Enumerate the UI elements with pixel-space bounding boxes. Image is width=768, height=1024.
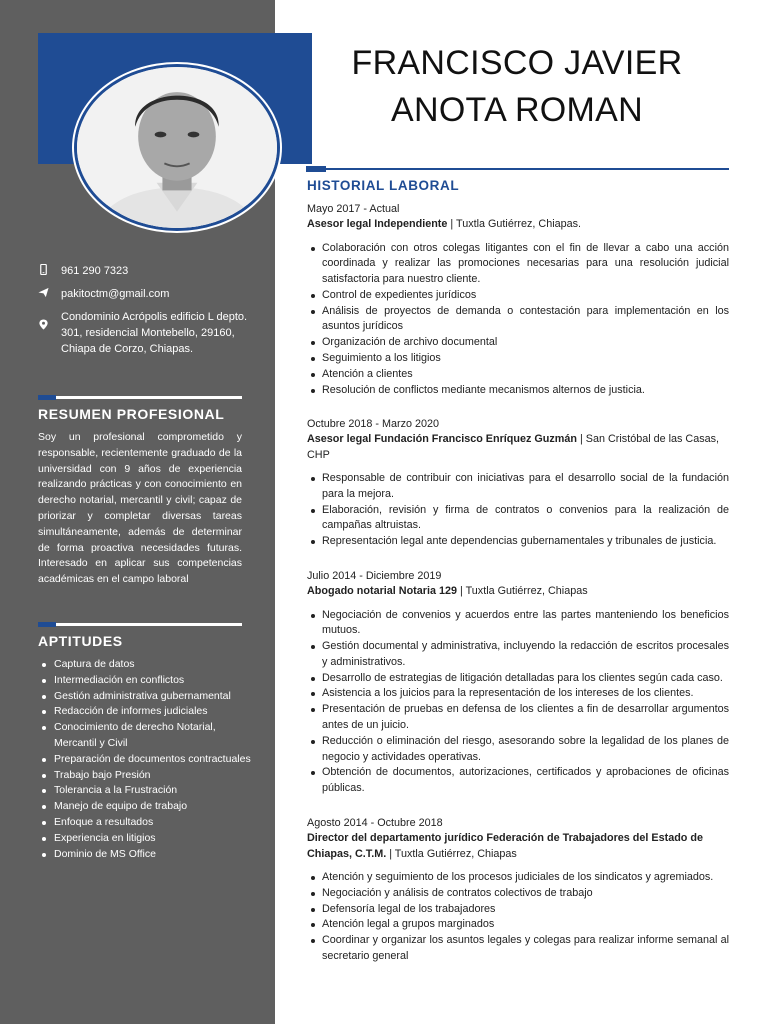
skills-divider bbox=[38, 623, 242, 626]
list-item: Dominio de MS Office bbox=[38, 847, 253, 863]
list-item: Seguimiento a los litigios bbox=[307, 351, 729, 367]
job-dates: Julio 2014 - Diciembre 2019 bbox=[307, 570, 442, 582]
skills-list bbox=[38, 657, 253, 862]
contact-email bbox=[38, 286, 248, 302]
list-item: Experiencia en litigios bbox=[38, 831, 253, 847]
list-item: Coordinar y organizar los asuntos legales y colegas para realizar informe semanal al secretario general bbox=[307, 933, 729, 965]
job-role-line bbox=[307, 584, 729, 600]
list-item: Intermediación en conflictos bbox=[38, 673, 253, 689]
list-item: Enfoque a resultados bbox=[38, 815, 253, 831]
list-item: Elaboración, revisión y firma de contratos o convenios para la realización de campañas altruistas. bbox=[307, 503, 729, 535]
job-role-line bbox=[307, 432, 729, 463]
profile-photo bbox=[74, 64, 280, 231]
list-item: Redacción de informes judiciales bbox=[38, 704, 253, 720]
list-item: Preparación de documentos contractuales bbox=[38, 752, 253, 768]
list-item: Asistencia a los juicios para la representación de los intereses de los clientes. bbox=[307, 686, 729, 702]
list-item: Atención y seguimiento de los procesos judiciales de los sindicatos y agremiados. bbox=[307, 870, 729, 886]
job-role: Asesor legal Fundación Francisco Enríquez Guzmán bbox=[307, 433, 577, 445]
list-item: Organización de archivo documental bbox=[307, 335, 729, 351]
job-place: | San Cristóbal de las Casas, CHP bbox=[307, 433, 720, 461]
contact-address bbox=[38, 309, 248, 357]
contact-phone bbox=[38, 263, 248, 279]
email-text[interactable]: pakitoctm@gmail.com bbox=[61, 288, 170, 300]
summary-text: Soy un profesional comprometido y responsable, recientemente graduado de la universidad con 9 años de experiencia realizando prácticas y con conocimiento en derecho notarial, mercantil y civil; capaz de priorizar y completar diversas tareas simultáneamente, además de determinar de forma proactiva necesidades futuras. Interesado en aplicar sus competencias académicas en el campo laboral bbox=[38, 431, 242, 586]
list-item: Atención legal a grupos marginados bbox=[307, 917, 729, 933]
list-item: Defensoría legal de los trabajadores bbox=[307, 902, 729, 918]
list-item: Atención a clientes bbox=[307, 367, 729, 383]
job-place: | Tuxtla Gutiérrez, Chiapas bbox=[386, 847, 517, 860]
job-entry bbox=[307, 202, 729, 398]
location-pin-icon bbox=[38, 309, 61, 330]
list-item: Desarrollo de estrategias de litigación detalladas para los clientes según cada caso. bbox=[307, 671, 729, 687]
job-duties bbox=[307, 241, 729, 399]
skills-heading: APTITUDES bbox=[38, 633, 123, 649]
list-item: Obtención de documentos, autorizaciones, certificados y aprobaciones de oficinas públicas. bbox=[307, 765, 729, 797]
list-item: Captura de datos bbox=[38, 657, 253, 673]
history-heading: HISTORIAL LABORAL bbox=[307, 178, 460, 193]
list-item: Resolución de conflictos mediante mecanismos alternos de justicia. bbox=[307, 383, 729, 399]
list-item: Análisis de proyectos de demanda o contestación para implementación en los asuntos jurídicos bbox=[307, 304, 729, 336]
job-dates: Agosto 2014 - Octubre 2018 bbox=[307, 817, 443, 829]
job-entry bbox=[307, 417, 729, 550]
phone-icon bbox=[38, 263, 61, 275]
job-place: | Tuxtla Gutiérrez, Chiapas. bbox=[447, 218, 582, 230]
list-item: Responsable de contribuir con iniciativas para el desarrollo social de la fundación para la mejora. bbox=[307, 471, 729, 503]
job-role-line bbox=[307, 831, 729, 862]
job-dates: Mayo 2017 - Actual bbox=[307, 203, 400, 215]
history-divider bbox=[306, 168, 729, 170]
list-item: Control de expedientes jurídicos bbox=[307, 288, 729, 304]
phone-text: 961 290 7323 bbox=[61, 265, 129, 277]
list-item: Negociación y análisis de contratos colectivos de trabajo bbox=[307, 886, 729, 902]
list-item: Reducción o eliminación del riesgo, asesorando sobre la legalidad de los planes de negocio y actividades operativas. bbox=[307, 734, 729, 766]
job-role-line bbox=[307, 217, 729, 233]
job-role: Asesor legal Independiente bbox=[307, 218, 448, 230]
list-item: Manejo de equipo de trabajo bbox=[38, 799, 253, 815]
list-item: Representación legal ante dependencias gubernamentales y tribunales de justicia. bbox=[307, 534, 729, 550]
summary-heading: RESUMEN PROFESIONAL bbox=[38, 406, 225, 422]
list-item: Tolerancia a la Frustración bbox=[38, 783, 253, 799]
job-role: Director del departamento jurídico Federación de Trabajadores del Estado de Chiapas, C.T.M. bbox=[307, 832, 703, 860]
page-title: FRANCISCO JAVIER ANOTA ROMAN bbox=[351, 44, 683, 129]
job-entry bbox=[307, 816, 729, 965]
job-place: | Tuxtla Gutiérrez, Chiapas bbox=[457, 585, 588, 597]
job-duties bbox=[307, 870, 729, 965]
job-role: Abogado notarial Notaria 129 bbox=[307, 585, 457, 597]
send-icon bbox=[38, 286, 61, 298]
address-text: Condominio Acrópolis edificio L depto. 301, residencial Montebello, 29160, Chiapa de Corzo, Chiapas. bbox=[61, 311, 248, 355]
list-item: Conocimiento de derecho Notarial, Mercantil y Civil bbox=[38, 720, 253, 752]
job-duties bbox=[307, 608, 729, 798]
job-entry bbox=[307, 569, 729, 797]
list-item: Trabajo bajo Presión bbox=[38, 768, 253, 784]
list-item: Colaboración con otros colegas litigantes con el fin de llevar a cabo una acción coordinada y realizar las promociones necesarias para una resolución judicial satisfactoria para nuestro cliente. bbox=[307, 241, 729, 288]
list-item: Negociación de convenios y acuerdos entre las partes manteniendo los beneficios mutuos. bbox=[307, 608, 729, 640]
job-dates: Octubre 2018 - Marzo 2020 bbox=[307, 418, 440, 430]
list-item: Gestión administrativa gubernamental bbox=[38, 689, 253, 705]
list-item: Presentación de pruebas en defensa de los clientes a fin de desarrollar argumentos antes de un juicio. bbox=[307, 702, 729, 734]
contact-block bbox=[38, 263, 248, 364]
job-duties bbox=[307, 471, 729, 550]
summary-divider bbox=[38, 396, 242, 399]
list-item: Gestión documental y administrativa, incluyendo la redacción de escritos procesales y administrativos. bbox=[307, 639, 729, 671]
